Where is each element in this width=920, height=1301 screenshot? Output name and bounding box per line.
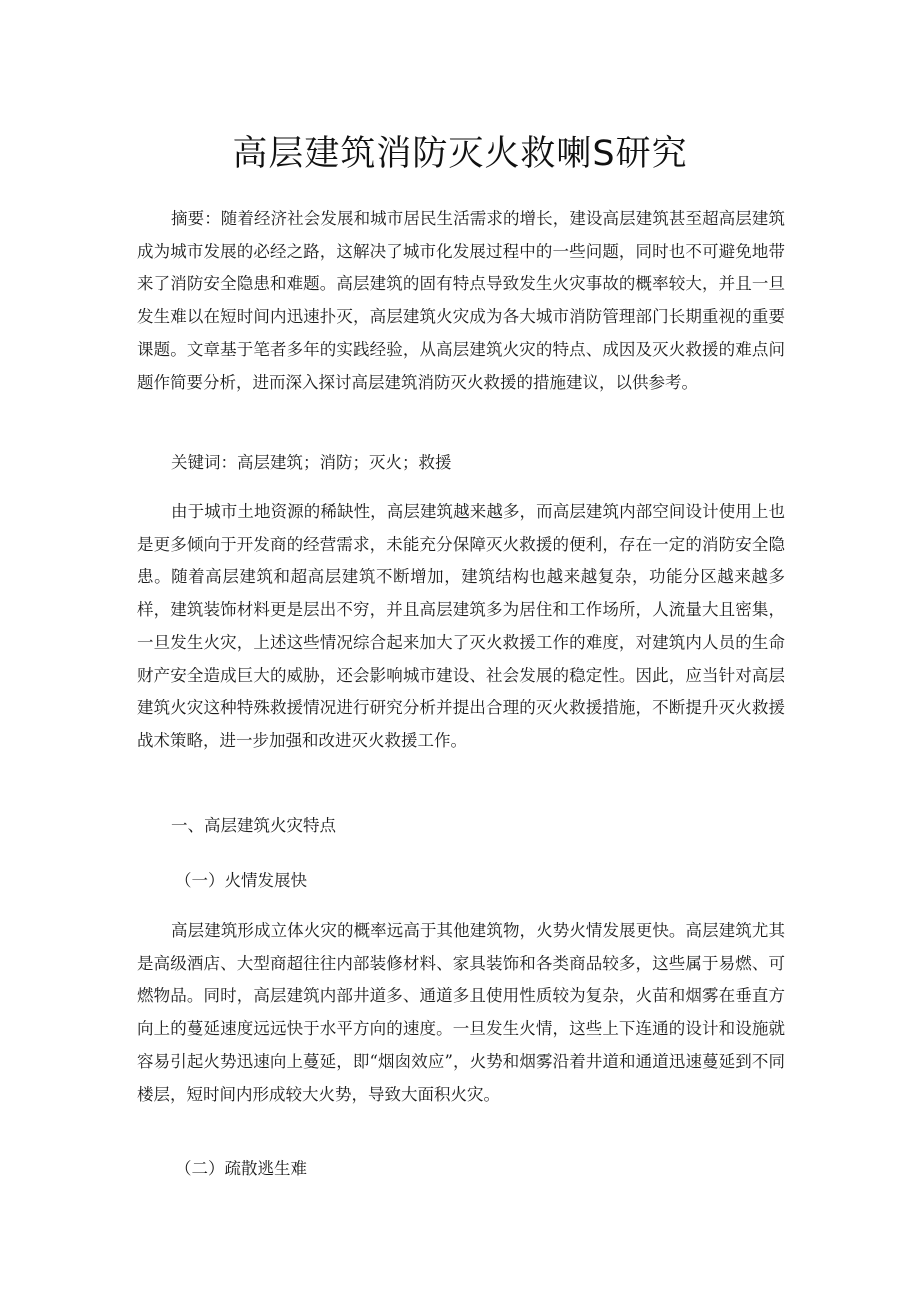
- section-heading-fire-characteristics: 一、高层建筑火灾特点: [171, 816, 336, 835]
- intro-paragraph: 由于城市土地资源的稀缺性，高层建筑越来越多，而高层建筑内部空间设计使用上也是更多倾向于开发商的经营需求，未能充分保障灭火救援的便利，存在一定的消防安全隐患。随着高层建筑和超高层建筑不断增加，建筑结构也越来越复杂，功能分区越来越多样，建筑装饰材料更是层出不穷，并且高层建筑多为居住和工作场所，人流量大且密集，一旦发生火灾，上述这些情况综合起来加大了灭火救援工作的难度，对建筑内人员的生命财产安全造成巨大的威胁，还会影响城市建设、社会发展的稳定性。因此，应当针对高层建筑火灾这种特殊救援情况进行研究分析并提出合理的灭火救援措施，不断提升灭火救援战术策略，进一步加强和改进灭火救援工作。: [137, 502, 785, 750]
- abstract-paragraph: 摘要：随着经济社会发展和城市居民生活需求的增长，建设高层建筑甚至超高层建筑成为城市发展的必经之路，这解决了城市化发展过程中的一些问题，同时也不可避免地带来了消防安全隐患和难题。高层建筑的固有特点导致发生火灾事故的概率较大，并且一旦发生难以在短时间内迅速扑灭，高层建筑火灾成为各大城市消防管理部门长期重视的重要课题。文章基于笔者多年的实践经验，从高层建筑火灾的特点、成因及灭火救援的难点问题作简要分析，进而深入探讨高层建筑消防灭火救援的措施建议，以供参考。: [137, 209, 785, 392]
- subsection-paragraph-fast-spread: 高层建筑形成立体火灾的概率远高于其他建筑物，火势火情发展更快。高层建筑尤其是高级酒店、大型商超往往内部装修材料、家具装饰和各类商品较多，这些属于易燃、可燃物品。同时，高层建筑内部井道多、通道多且使用性质较为复杂，火苗和烟雾在垂直方向上的蔓延速度远远快于水平方向的速度。一旦发生火情，这些上下连通的设计和设施就容易引起火势迅速向上蔓延，即“烟囱效应”，火势和烟雾沿着井道和通道迅速蔓延到不同楼层，短时间内形成较大火势，导致大面积火灾。: [137, 921, 785, 1104]
- document-title: 高层建筑消防灭火救喇S研究: [232, 134, 688, 174]
- keywords-line: 关键词：高层建筑；消防；灭火；救援: [171, 453, 452, 472]
- subsection-heading-evacuation: （二）疏散逃生难: [175, 1159, 307, 1178]
- subsection-heading-fast-spread: （一）火情发展快: [175, 871, 307, 890]
